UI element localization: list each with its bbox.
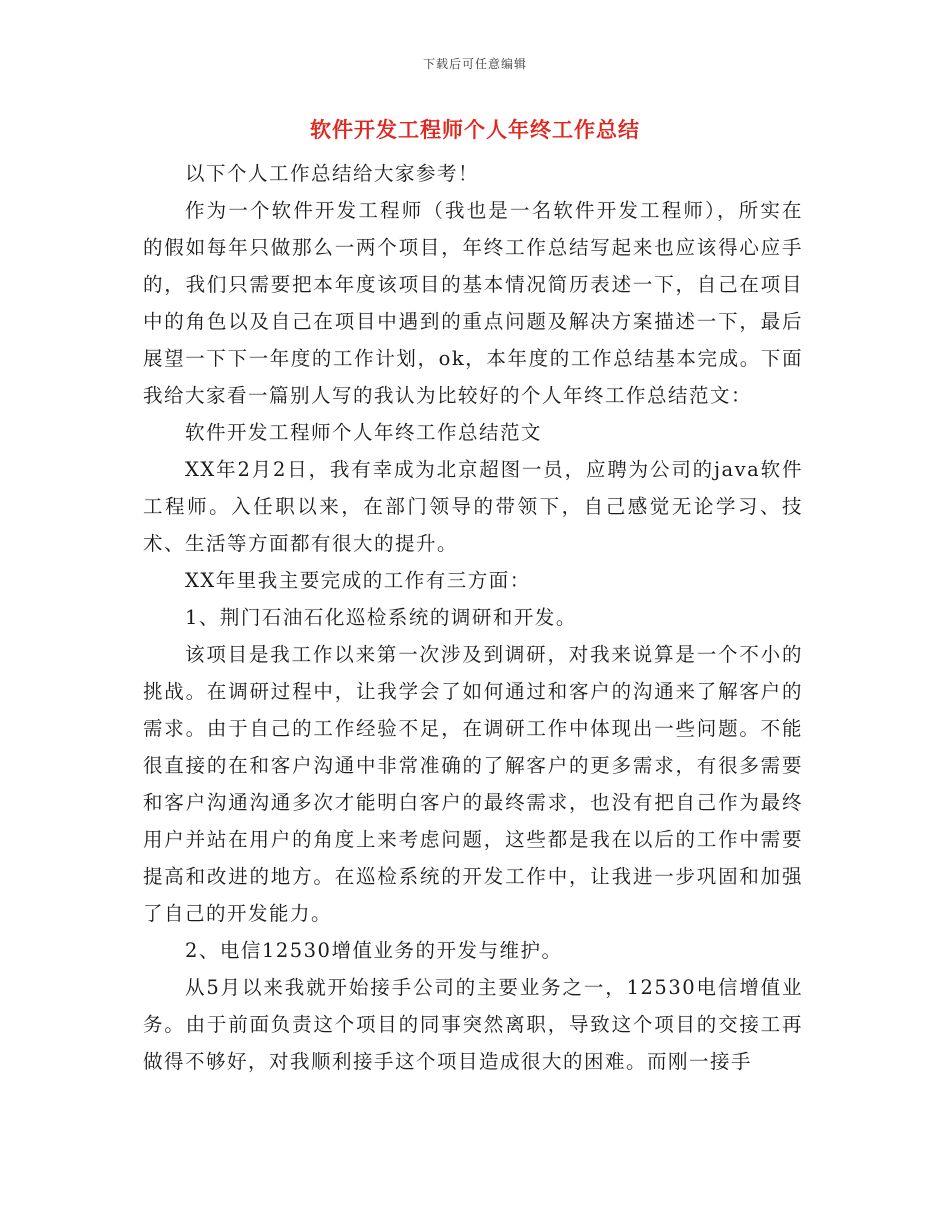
header-note: 下载后可任意编辑 — [422, 57, 527, 71]
document-title: 软件开发工程师个人年终工作总结 — [310, 118, 640, 142]
paragraph-intro: 以下个人工作总结给大家参考！ — [185, 162, 480, 185]
paragraph-item-2-heading: 2、电信12530增值业务的开发与维护。 — [185, 939, 563, 962]
paragraph-item-1-body: 该项目是我工作以来第一次涉及到调研，对我来说算是一个不小的挑战。在调研过程中，让我学会了如何通过和客户的沟通来了解客户的需求。由于自己的工作经验不足，在调研工作中体现出一些问题。不能很直接的在和客户沟通中非常准确的了解客户的更多需求，有很多需要和客户沟通沟通多次才能明白客户的最终需求，也没有把自己作为最终用户并站在用户的角度上来考虑问题，这些都是我在以后的工作中需要提高和改进的地方。在巡检系统的开发工作中，让我进一步巩固和加强了自己的开发能力。 — [143, 643, 803, 925]
paragraph-onboarding: XX年2月2日，我有幸成为北京超图一员，应聘为公司的java软件工程师。入任职以来，在部门领导的带领下，自己感觉无论学习、技术、生活等方面都有很大的提升。 — [143, 458, 803, 555]
document-body — [143, 155, 803, 1080]
paragraph-item-2-body: 从5月以来我就开始接手公司的主要业务之一，12530电信增值业务。由于前面负责这个项目的同事突然离职，导致这个项目的交接工再做得不够好，对我顺利接手这个项目造成很大的困难。而刚一接手 — [143, 976, 803, 1073]
paragraph-preface: 作为一个软件开发工程师（我也是一名软件开发工程师），所实在的假如每年只做那么一两个项目，年终工作总结写起来也应该得心应手的，我们只需要把本年度该项目的基本情况简历表述一下，自己在项目中的角色以及自己在项目中遇到的重点问题及解决方案描述一下，最后展望一下下一年度的工作计划，ok，本年度的工作总结基本完成。下面我给大家看一篇别人写的我认为比较好的个人年终工作总结范文： — [143, 199, 803, 407]
paragraph-work-summary: XX年里我主要完成的工作有三方面： — [185, 569, 531, 592]
paragraph-sample-title: 软件开发工程师个人年终工作总结范文 — [185, 421, 543, 444]
paragraph-item-1-heading: 1、荆门石油石化巡检系统的调研和开发。 — [185, 606, 577, 629]
